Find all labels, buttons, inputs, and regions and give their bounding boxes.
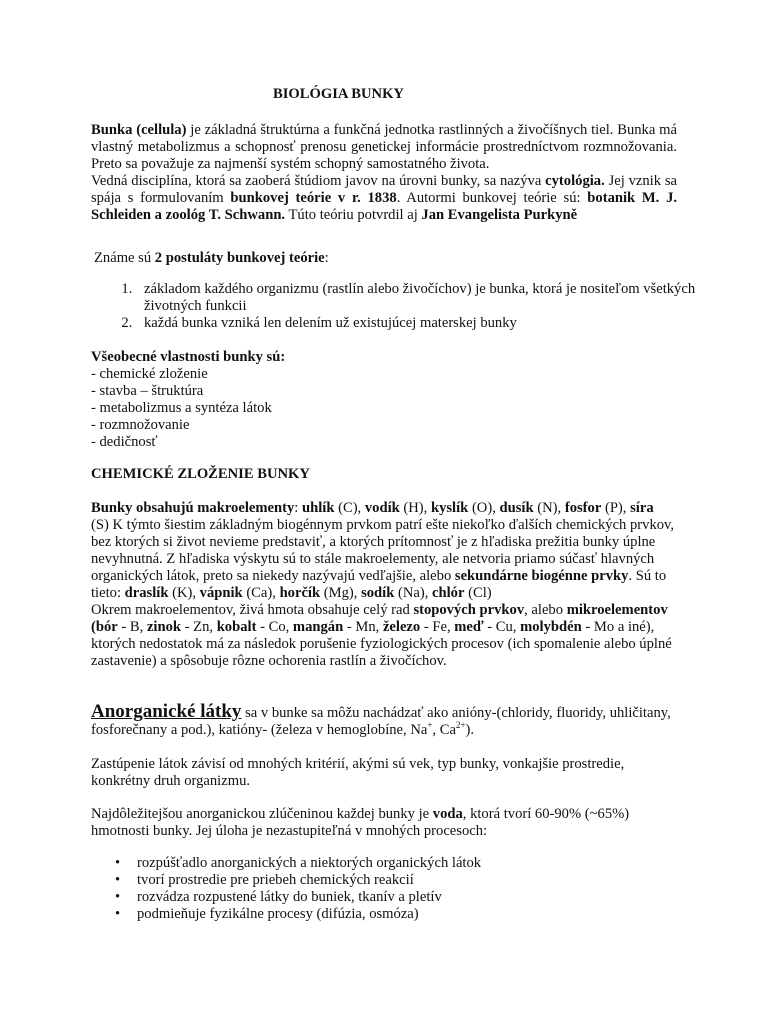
anorg-paragraph-3: [91, 806, 675, 840]
term: horčík: [279, 585, 321, 601]
term: železo: [382, 619, 421, 635]
term: kobalt: [216, 619, 257, 635]
text: . Sú to tieto:: [91, 568, 667, 601]
postulates-lead: [94, 250, 680, 267]
term: draslík: [124, 585, 169, 601]
term: uhlík: [301, 500, 335, 516]
text: - B,: [117, 619, 147, 635]
text: - Mo a iné), ktorých nedostatok má za následok porušenie fyziologických procesov (ich spomalenie alebo úplné zastavenie) a spôsobuje rôzne ochorenia rastlín a živočíchov.: [91, 619, 672, 669]
term: chlór: [432, 585, 465, 601]
list-item: - stavba – štruktúra: [91, 383, 204, 399]
list-item: - rozmnožovanie: [91, 417, 190, 433]
list-item: 2. každá bunka vzniká len delením už existujúcej materskej bunky: [136, 315, 722, 332]
term: molybdén: [520, 619, 582, 635]
term-purkyne: Jan Evangelista Purkyně: [421, 207, 578, 223]
term-makro: Bunky obsahujú makroelementy: [91, 500, 295, 516]
term-cytologia: cytológia.: [545, 173, 605, 189]
list-item: • tvorí prostredie pre priebeh chemických reakcií: [127, 872, 713, 889]
list-item: - dedičnosť: [91, 434, 158, 450]
chem-paragraph: [91, 500, 675, 670]
text: ).: [465, 722, 475, 738]
text: (Ca),: [242, 585, 280, 601]
list-item: 1. základom každého organizmu (rastlín alebo živočíchov) je bunka, ktorá je nositeľom všetkých životných funkcii: [136, 281, 722, 315]
text: - Cu,: [483, 619, 521, 635]
text: :: [294, 500, 302, 516]
text: (K),: [168, 585, 200, 601]
text: (N),: [533, 500, 565, 516]
term-voda: voda: [432, 806, 463, 822]
text: Známe sú: [94, 250, 155, 266]
properties-block: [91, 349, 677, 451]
superscript: 2+: [455, 720, 466, 731]
list-item: • rozpúšťadlo anorganických a niektorých organických látok: [127, 855, 713, 872]
term: vodík: [364, 500, 400, 516]
text: (Cl): [464, 585, 492, 601]
term: fosfor: [564, 500, 602, 516]
superscript: +: [427, 720, 433, 731]
text: , Ca: [432, 722, 456, 738]
text: - Fe,: [420, 619, 455, 635]
term: síra: [630, 500, 654, 516]
page-title: BIOLÓGIA BUNKY: [273, 86, 404, 102]
text: , ktorá tvorí 60-90% (~65%) hmotnosti bunky. Jej úloha je nezastupiteľná v mnohých procesoch:: [91, 806, 630, 839]
text: (H),: [399, 500, 431, 516]
term: zinok: [146, 619, 182, 635]
text: je základná štruktúrna a funkčná jednotka rastlinných a živočíšnych tiel. Bunka má vlastný metabolizmus a schopnosť prenosu genetickej informácie prostredníctvom rozmnožovania. Preto sa považuje za najmenší systém schopný samostatného života.: [91, 122, 677, 172]
properties-heading: Všeobecné vlastnosti bunky sú:: [91, 349, 286, 365]
text: Vedná disciplína, ktorá sa zaoberá štúdiom javov na úrovni bunky, sa nazýva: [91, 173, 546, 189]
text: . Autormi bunkovej teórie sú:: [396, 190, 588, 206]
intro-paragraph: [91, 122, 677, 224]
text: - Co,: [256, 619, 293, 635]
text: :: [324, 250, 329, 266]
anorg-paragraph: [91, 703, 675, 739]
text: (O),: [468, 500, 500, 516]
list-item: - metabolizmus a syntéza látok: [91, 400, 272, 416]
water-roles-list: [91, 855, 713, 923]
term: dusík: [499, 500, 534, 516]
term: sodík: [361, 585, 395, 601]
term: mikroelementov (bór: [91, 602, 668, 635]
term-teoria: bunkovej teórie v r. 1838: [230, 190, 397, 206]
section-heading-chem: CHEMICKÉ ZLOŽENIE BUNKY: [91, 466, 310, 482]
text: , alebo: [524, 602, 567, 618]
term: sekundárne biogénne prvky: [454, 568, 629, 584]
term: meď: [454, 619, 484, 635]
text: Najdôležitejšou anorganickou zlúčeninou každej bunky je: [91, 806, 433, 822]
anorg-heading: Anorganické látky: [91, 701, 242, 722]
text: Túto teóriu potvrdil aj: [285, 207, 422, 223]
term: stopových prvkov: [413, 602, 525, 618]
term: vápnik: [199, 585, 243, 601]
text: (Na),: [394, 585, 433, 601]
term: kyslík: [430, 500, 469, 516]
anorg-paragraph-2: Zastúpenie látok závisí od mnohých kritérií, akými sú vek, typ bunky, vonkajšie prostredie, konkrétny druh organizmu.: [91, 756, 625, 789]
list-item: • podmieňuje fyzikálne procesy (difúzia, osmóza): [127, 906, 713, 923]
term-bunka: Bunka (cellula): [91, 122, 187, 138]
postulates-list: [91, 281, 722, 332]
list-item: - chemické zloženie: [91, 366, 208, 382]
text: (S) K týmto šiestim základným biogénnym prvkom patrí ešte niekoľko ďalších chemických prvkov, bez ktorých si život nevieme predstaviť, a ktorých prítomnosť je z hľadiska prežitia bunky úplne nevyhnutná. Z hľadiska výskytu sú to stále makroelementy, ale netvoria priamo súčasť hlavných organických látok, preto sa niekedy nazývajú vedľajšie, alebo: [91, 517, 675, 584]
term-autori: botanik M. J. Schleiden a zoológ T. Schwann.: [91, 190, 678, 223]
text: Okrem makroelementov, živá hmota obsahuje celý rad: [91, 602, 414, 618]
text: Jej vznik sa spája s formulovaním: [91, 173, 677, 206]
term: mangán: [292, 619, 344, 635]
text: sa v bunke sa môžu nachádzať ako anióny-(chloridy, fluoridy, uhličitany, fosforečnany a pod.), katióny- (železa v hemoglobíne, Na: [91, 705, 671, 738]
term-postulaty: 2 postuláty bunkovej teórie: [154, 250, 325, 266]
text: (Mg),: [320, 585, 362, 601]
list-item: • rozvádza rozpustené látky do buniek, tkanív a pletív: [127, 889, 713, 906]
text: - Mn,: [343, 619, 383, 635]
text: (C),: [334, 500, 365, 516]
text: (P),: [601, 500, 631, 516]
text: - Zn,: [181, 619, 217, 635]
